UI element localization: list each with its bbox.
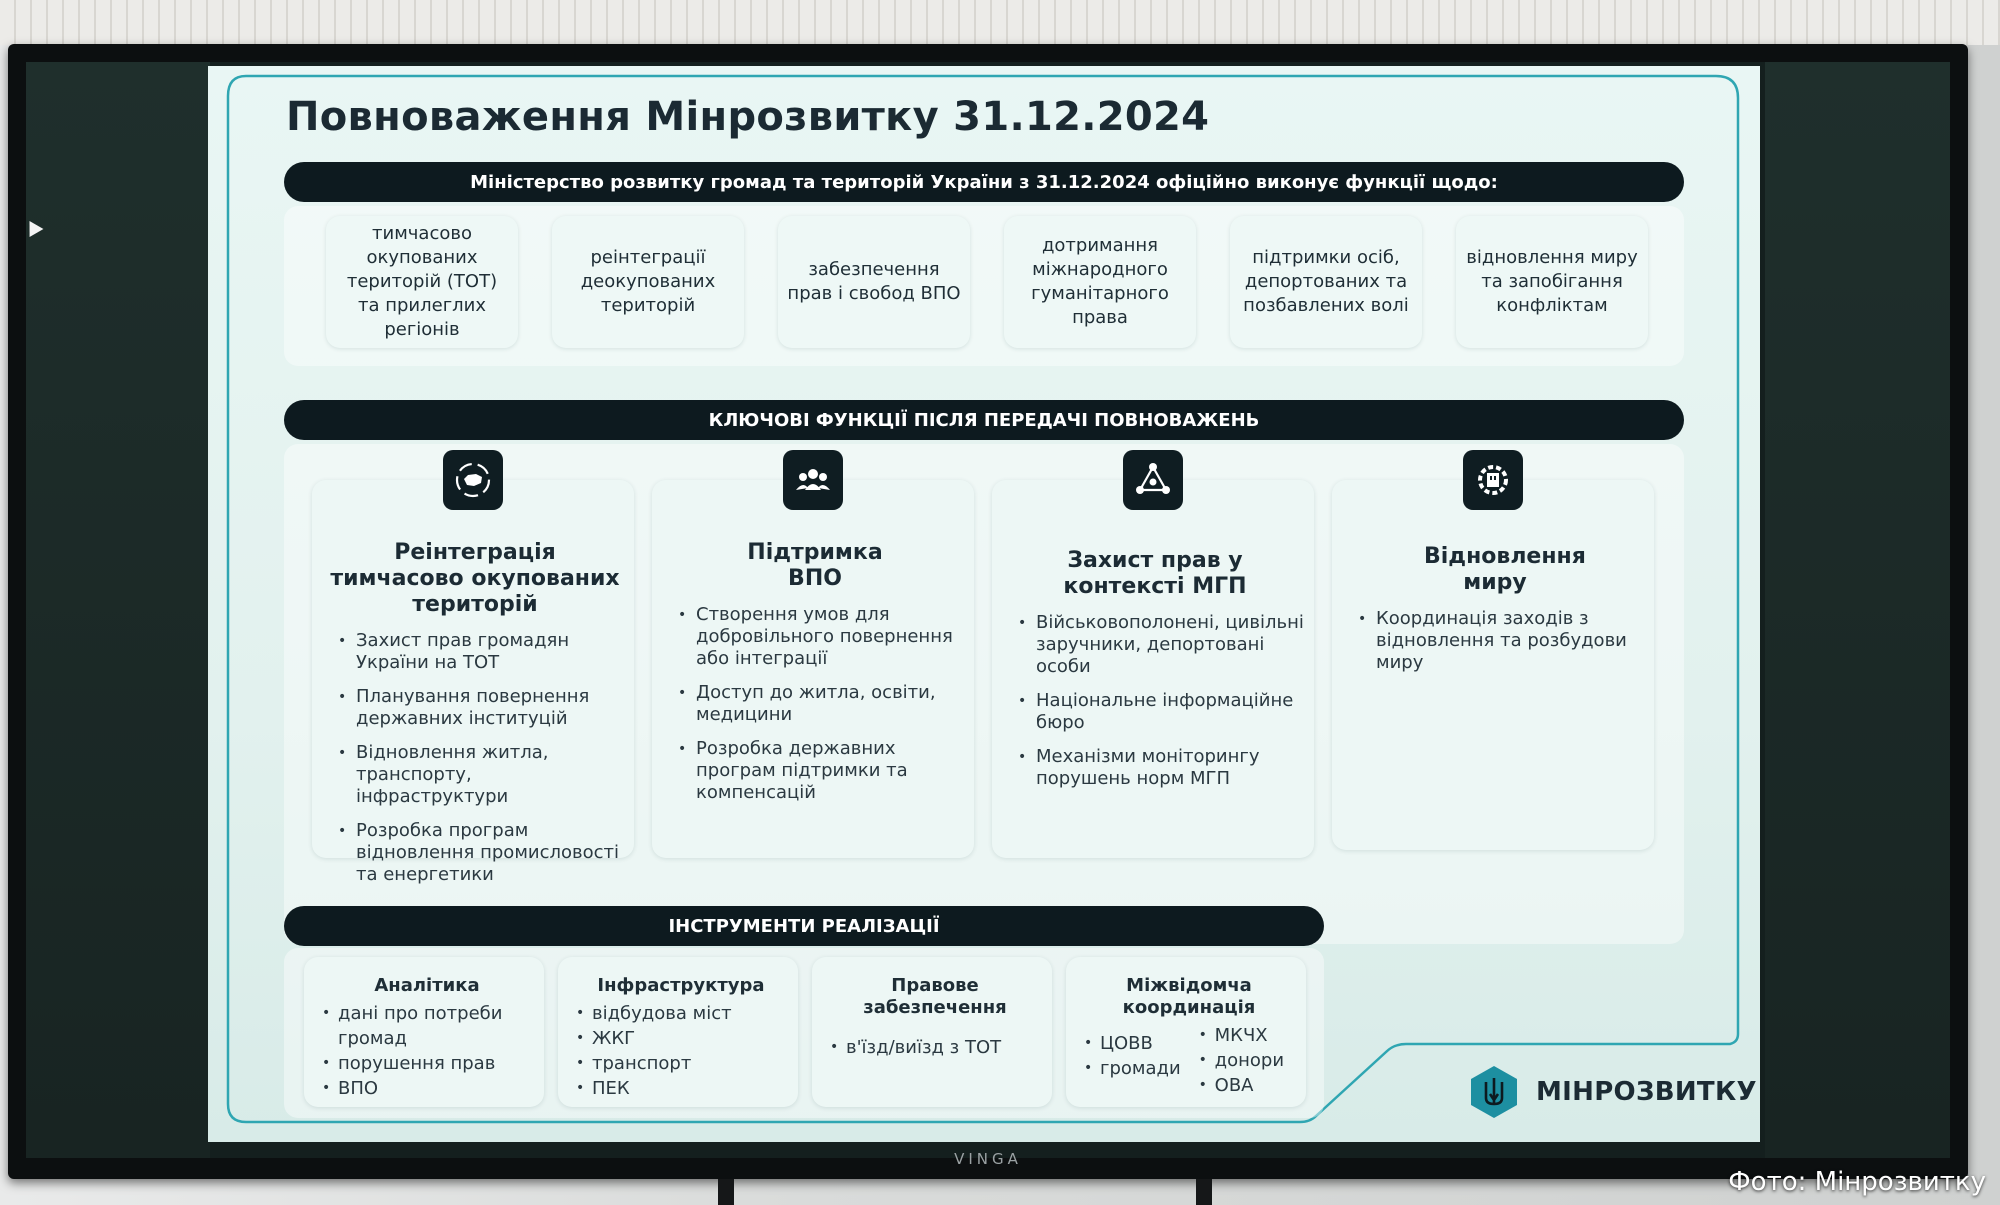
tool-item: • донори [1197,1048,1284,1073]
top-card: дотримання міжнародного гуманітарного права [1004,216,1196,348]
function-item: • Розробка програм відновлення промисловості та енергетики [336,820,626,886]
tv-stand-leg [1196,1179,1212,1205]
tool-item: • дані про потреби громад [320,1001,534,1051]
function-item: • Доступ до житла, освіти, медицини [676,682,966,726]
people-group-icon [783,450,843,510]
logo-text: МІНРОЗВИТКУ [1536,1077,1757,1107]
function-item: • Координація заходів з відновлення та розбудови миру [1356,608,1646,674]
function-card-peace-restoration [1332,480,1654,850]
top-card: тимчасово окупованих територій (ТОТ) та прилеглих регіонів [326,216,518,348]
tool-item: • ЦОВВ [1082,1031,1181,1056]
tv-stand-leg [718,1179,734,1205]
display-dark-margin-right [1765,62,1950,1158]
function-item: • Розробка державних програм підтримки та компенсацій [676,738,966,804]
top-card: забезпечення прав і свобод ВПО [778,216,970,348]
tool-item: • ОВА [1197,1073,1284,1098]
intro-band: Міністерство розвитку громад та територій України з 31.12.2024 офіційно виконує функції щодо: [284,162,1684,202]
presentation-slide [208,66,1760,1142]
function-title: Реінтеграція тимчасово окупованих територій [330,540,620,617]
function-item: • Захист прав громадян України на ТОТ [336,630,626,674]
function-card-reintegration [312,480,634,885]
tool-item: • відбудова міст [574,1001,788,1026]
function-item: • Національне інформаційне бюро [1016,690,1306,734]
function-item: • Механізми моніторингу порушень норм МГП [1016,746,1306,790]
tool-item: • порушення прав [320,1051,534,1076]
ministry-logo [1466,1064,1757,1120]
function-item: • Планування повернення державних інституцій [336,686,626,730]
top-card: підтримки осіб, депортованих та позбавлених волі [1230,216,1422,348]
tools-band: ІНСТРУМЕНТИ РЕАЛІЗАЦІЇ [284,906,1324,946]
tool-item: • ПЕК [574,1076,788,1101]
function-card-ihl-rights [992,480,1314,858]
tool-title: Правове забезпечення [863,975,1007,1018]
function-title: Підтримка ВПО [747,540,883,591]
triangle-network-icon [1123,450,1183,510]
tool-item: • ВПО [320,1076,534,1101]
function-item: • Створення умов для добровільного повернення або інтеграції [676,604,966,670]
tool-item: • МКЧХ [1197,1023,1284,1048]
tool-card-legal [812,957,1052,1107]
function-title: Захист прав у контексті МГП [1063,548,1247,599]
tool-card-infrastructure [558,957,798,1107]
tool-title: Інфраструктура [597,975,765,996]
photo-credit: Фото: Мінрозвитку [1728,1167,1986,1197]
tool-item: • в'їзд/виїзд з ТОТ [828,1035,1042,1060]
tool-title: Аналітика [374,975,480,996]
function-title: Відновлення миру [1424,544,1586,595]
top-card: відновлення миру та запобігання конфліктам [1456,216,1648,348]
display-dark-margin-left [26,62,210,1158]
gear-building-icon [1463,450,1523,510]
tool-card-analytics [304,957,544,1107]
tool-card-coordination [1066,957,1306,1107]
tool-item: • транспорт [574,1051,788,1076]
trident-hexagon-icon [1466,1064,1522,1120]
tool-title: Міжвідомча координація [1122,975,1256,1018]
top-card: реінтеграції деокупованих територій [552,216,744,348]
ukraine-map-icon [443,450,503,510]
window-blinds [0,0,2000,45]
tv-brand-label: VINGA [954,1150,1022,1168]
tool-item: • ЖКГ [574,1026,788,1051]
function-card-idp-support [652,480,974,858]
tool-item: • громади [1082,1056,1181,1081]
function-item: • Відновлення житла, транспорту, інфраструктури [336,742,626,808]
function-item: • Військовополонені, цивільні заручники, депортовані особи [1016,612,1306,678]
key-functions-band: КЛЮЧОВІ ФУНКЦІЇ ПІСЛЯ ПЕРЕДАЧІ ПОВНОВАЖЕНЬ [284,400,1684,440]
slide-title: Повноваження Мінрозвитку 31.12.2024 [286,94,1210,140]
